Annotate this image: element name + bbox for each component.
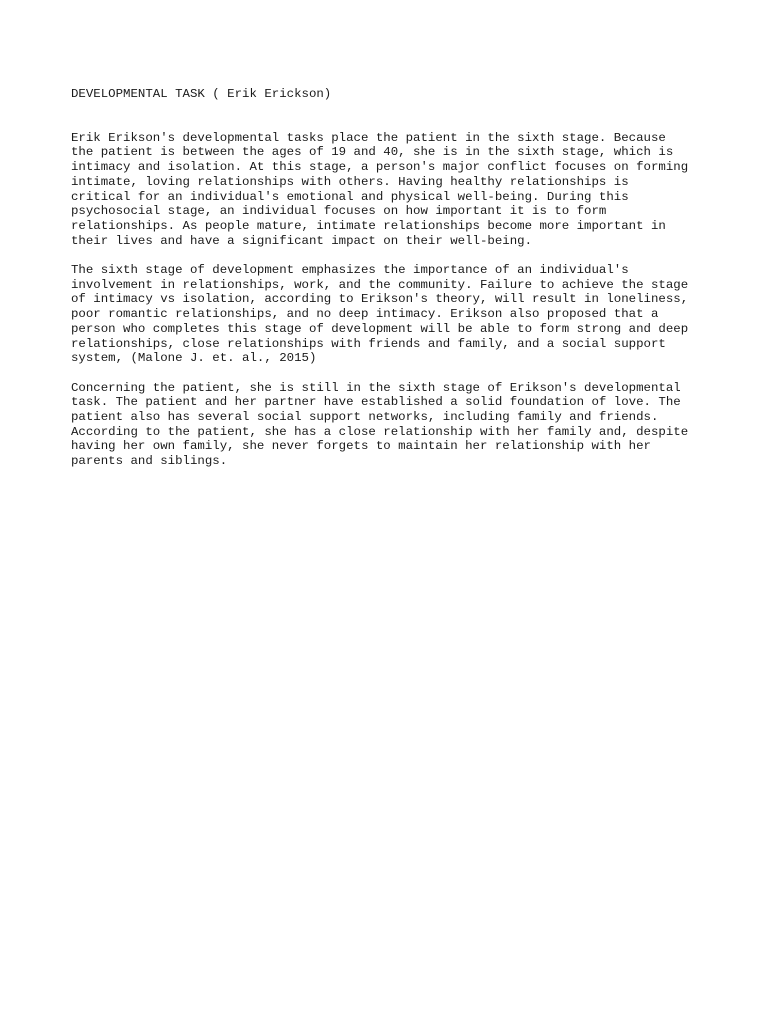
document-body [71,87,701,484]
paragraph-patient-assessment: Concerning the patient, she is still in the sixth stage of Erikson's developmental task. The patient and her partner have established a solid foundation of love. The patient also has several social support networks, including family and friends. According to the patient, she has a close relationship with her family and, despite having her own family, she never forgets to maintain her relationship with her parents and siblings. [71,380,689,469]
paragraph-sixth-stage-overview: Erik Erikson's developmental tasks place the patient in the sixth stage. Because the patient is between the ages of 19 and 40, she is in the sixth stage, which is intimacy and isolation. At this stage, a person's major conflict focuses on forming intimate, loving relationships with others. Having healthy relationships is critical for an individual's emotional and physical well-being. During this psychosocial stage, an individual focuses on how important it is to form relationships. As people mature, intimate relationships become more important in their lives and have a significant impact on their well-being. [71,130,689,248]
paragraph-sixth-stage-importance: The sixth stage of development emphasizes the importance of an individual's involvement in relationships, work, and the community. Failure to achieve the stage of intimacy vs isolation, according to Erikson's theory, will result in loneliness, poor romantic relationships, and no deep intimacy. Erikson also proposed that a person who completes this stage of development will be able to form strong and deep relationships, close relationships with friends and family, and a social support system, (Malone J. et. al., 2015) [71,263,689,366]
document-title: DEVELOPMENTAL TASK ( Erik Erickson) [71,87,332,101]
